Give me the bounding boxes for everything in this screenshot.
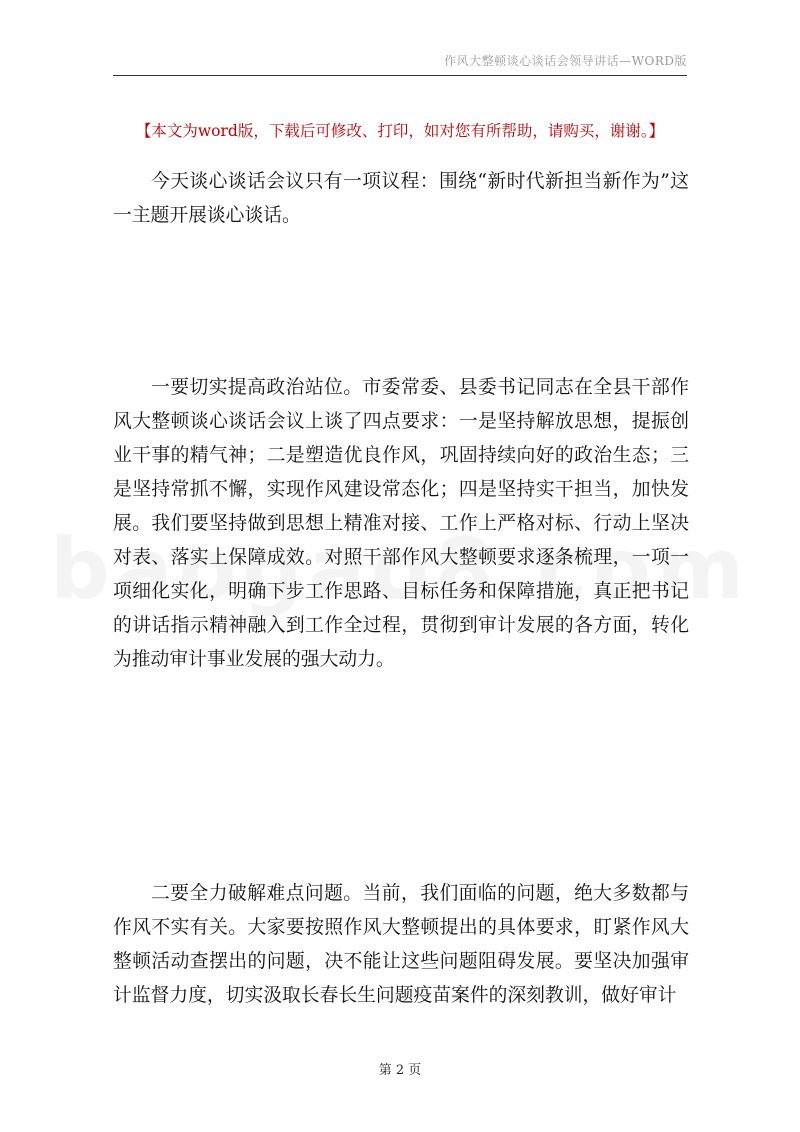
page-header-title: 作风大整顿谈心谈话会领导讲话—WORD版 xyxy=(444,54,687,68)
download-notice: 【本文为word版，下载后可修改、打印，如对您有所帮助，请购买，谢谢。】 xyxy=(135,122,665,140)
paragraph-political-stance: 一要切实提高政治站位。市委常委、县委书记同志在全县干部作风大整顿谈心谈话会议上谈了四点要求：一是坚持解放思想，提振创业干事的精气神；二是塑造优良作风，巩固持续向好的政治生态；三是坚持常抓不懈，实现作风建设常态化；四是坚持实干担当，加快发展。我们要坚持做到思想上精准对接、工作上严格对标、行动上坚决对表、落实上保障成效。对照干部作风大整顿要求逐条梳理，一项一项细化实化，明确下步工作思路、目标任务和保障措施，真正把书记的讲话指示精神融入到工作全过程，贯彻到审计发展的各方面，转化为推动审计事业发展的强大动力。 xyxy=(113,377,689,670)
page-number: 第 2 页 xyxy=(378,1063,422,1078)
paragraph-intro: 今天谈心谈话会议只有一项议程：围绕“新时代新担当新作为”这一主题开展谈心谈话。 xyxy=(113,171,689,226)
paragraph-difficult-problems: 二要全力破解难点问题。当前，我们面临的问题，绝大多数都与作风不实有关。大家要按照作风大整顿提出的具体要求，盯紧作风大整顿活动查摆出的问题，决不能让这些问题阻碍发展。要坚决加强审计监督力度，切实汲取长春长生问题疫苗案件的深刻教训，做好审计 xyxy=(113,883,689,1006)
header-divider xyxy=(113,75,687,76)
